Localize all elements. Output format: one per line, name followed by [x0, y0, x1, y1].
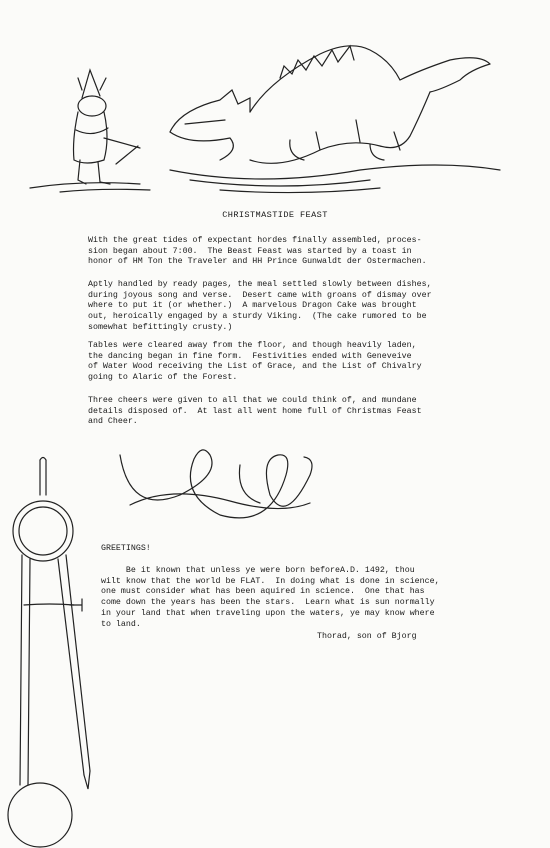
- viking-figure-icon: [30, 70, 150, 192]
- decorative-loops-illustration: [110, 445, 320, 525]
- article-paragraph-1: With the great tides of expectant hordes finally assembled, proces- sion began about 7:00. The Beast Feast was started by a toast in honor of HM Ton the Traveler and HH Prince Gunwaldt der Ostermachen.: [88, 236, 427, 267]
- divider-compass-icon: [0, 455, 100, 848]
- article-paragraph-2: Aptly handled by ready pages, the meal settled slowly between dishes, during joyous song and verse. Desert came with groans of dismay over where to put it (or whether.) A marvelous Dragon Cake was brought out, heroically engaged by a sturdy Viking. (The cake rumored to be somewhat befittingly crusty.): [88, 280, 432, 332]
- article-paragraph-4: Three cheers were given to all that we could think of, and mundane details disposed of. At last all went home full of Christmas Feast and Cheer.: [88, 396, 422, 427]
- article-title: CHRISTMASTIDE FEAST: [222, 210, 328, 220]
- dragon-icon: [170, 46, 500, 193]
- greetings-heading: GREETINGS!: [101, 544, 151, 553]
- greetings-body: Be it known that unless ye were born beforeA.D. 1492, thou wilt know that the world be FLAT. In doing what is done in science, one must consider what has been aquired in science. One that has come down the years has been the stars. Learn what is sun normally in your land that when traveling upon the waters, ye may know where to land.: [101, 566, 440, 629]
- viking-and-dragon-illustration: [20, 20, 520, 200]
- signature: Thorad, son of Bjorg: [317, 632, 417, 641]
- article-paragraph-3: Tables were cleared away from the floor, and though heavily laden, the dancing began in fine form. Festivities ended with Geneveive of Water Wood receiving the List of Grace, and the List of Chivalry going to Alaric of the Forest.: [88, 341, 422, 383]
